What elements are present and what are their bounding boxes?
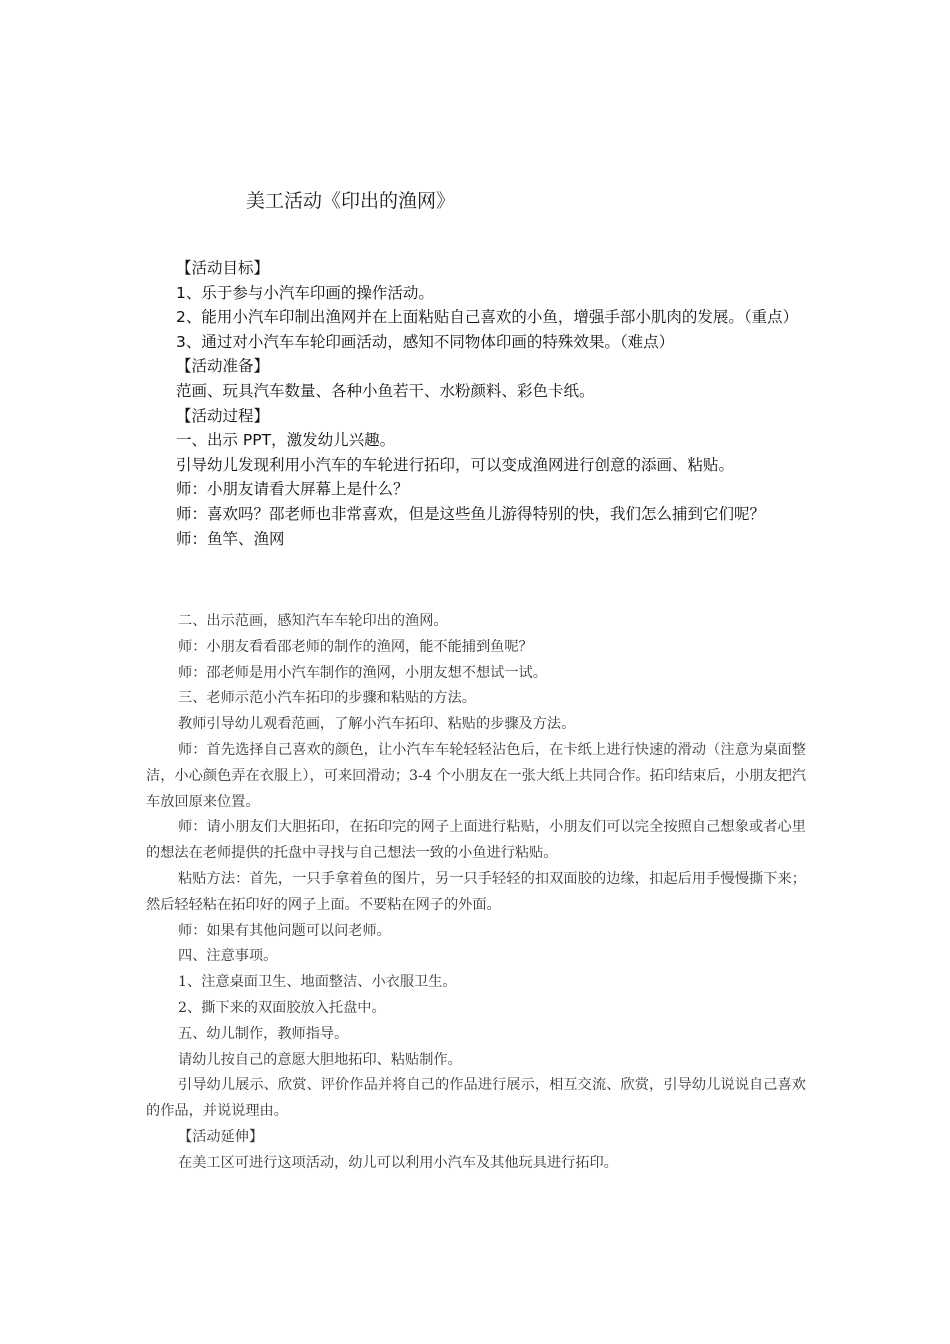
heading-activity-preparation: 【活动准备】 <box>176 357 270 376</box>
process-paragraph: 教师引导幼儿观看范画，了解小汽车拓印、粘贴的步骤及方法。 <box>178 716 576 733</box>
process-step-2: 二、出示范画，感知汽车车轮印出的渔网。 <box>178 613 448 629</box>
heading-activity-extension: 【活动延伸】 <box>178 1128 264 1145</box>
process-step-3: 三、老师示范小汽车拓印的步骤和粘贴的方法。 <box>178 690 476 707</box>
process-paragraph: 师：小朋友请看大屏幕上是什么？ <box>176 480 409 499</box>
goal-item-3: 3、通过对小汽车车轮印画活动，感知不同物体印画的特殊效果。（难点） <box>176 332 675 351</box>
section-process-continued <box>146 609 806 1177</box>
process-paragraph: 师：小朋友看看邵老师的制作的渔网，能不能捕到鱼呢？ <box>178 638 533 655</box>
preparation-text: 范画、玩具汽车数量、各种小鱼若干、水粉颜料、彩色卡纸。 <box>176 381 595 400</box>
process-paragraph: 师：喜欢吗？邵老师也非常喜欢，但是这些鱼儿游得特别的快，我们怎么捕到它们呢？ <box>176 504 766 523</box>
notice-item-1: 1、注意桌面卫生、地面整洁、小衣服卫生。 <box>178 974 457 991</box>
process-paragraph: 师：请小朋友们大胆拓印，在拓印完的网子上面进行粘贴，小朋友们可以完全按照自己想象或者心里的想法在老师提供的托盘中寻找与自己想法一致的小鱼进行粘贴。 <box>146 819 806 862</box>
process-step-5: 五、幼儿制作，教师指导。 <box>178 1025 349 1042</box>
goal-item-2: 2、能用小汽车印制出渔网并在上面粘贴自己喜欢的小鱼，增强手部小肌肉的发展。（重点） <box>176 308 799 327</box>
heading-activity-goals: 【活动目标】 <box>176 259 270 277</box>
process-paragraph: 师：如果有其他问题可以问老师。 <box>178 922 391 939</box>
document-title: 美工活动《印出的渔网》 <box>246 190 456 212</box>
process-step-1: 一、出示 PPT，激发幼儿兴趣。 <box>176 431 396 450</box>
heading-activity-process: 【活动过程】 <box>176 406 270 425</box>
process-step-4: 四、注意事项。 <box>178 948 278 965</box>
goal-item-1: 1、乐于参与小汽车印画的操作活动。 <box>176 283 434 302</box>
process-paragraph: 师：邵老师是用小汽车制作的渔网，小朋友想不想试一试。 <box>178 664 547 681</box>
process-paragraph: 引导幼儿展示、欣赏、评价作品并将自己的作品进行展示，相互交流、欣赏，引导幼儿说说自己喜欢的作品，并说说理由。 <box>146 1077 806 1120</box>
notice-item-2: 2、撕下来的双面胶放入托盘中。 <box>178 999 386 1016</box>
extension-text: 在美工区可进行这项活动，幼儿可以利用小汽车及其他玩具进行拓印。 <box>178 1154 618 1171</box>
process-paragraph: 粘贴方法：首先，一只手拿着鱼的图片，另一只手轻轻的扣双面胶的边缘，扣起后用手慢慢撕下来；然后轻轻粘在拓印好的网子上面。不要粘在网子的外面。 <box>146 870 806 913</box>
process-paragraph: 师：首先选择自己喜欢的颜色，让小汽车车轮轻轻沾色后，在卡纸上进行快速的滑动（注意为桌面整洁，小心颜色弄在衣服上），可来回滑动；3-4 个小朋友在一张大纸上共同合作。拓印结束后，小朋友把汽车放回原来位置。 <box>146 741 806 810</box>
process-paragraph: 师：鱼竿、渔网 <box>176 529 285 548</box>
process-paragraph: 引导幼儿发现利用小汽车的车轮进行拓印，可以变成渔网进行创意的添画、粘贴。 <box>176 455 735 474</box>
section-goals-preparation-process <box>146 256 806 551</box>
process-paragraph: 请幼儿按自己的意愿大胆地拓印、粘贴制作。 <box>178 1051 462 1068</box>
